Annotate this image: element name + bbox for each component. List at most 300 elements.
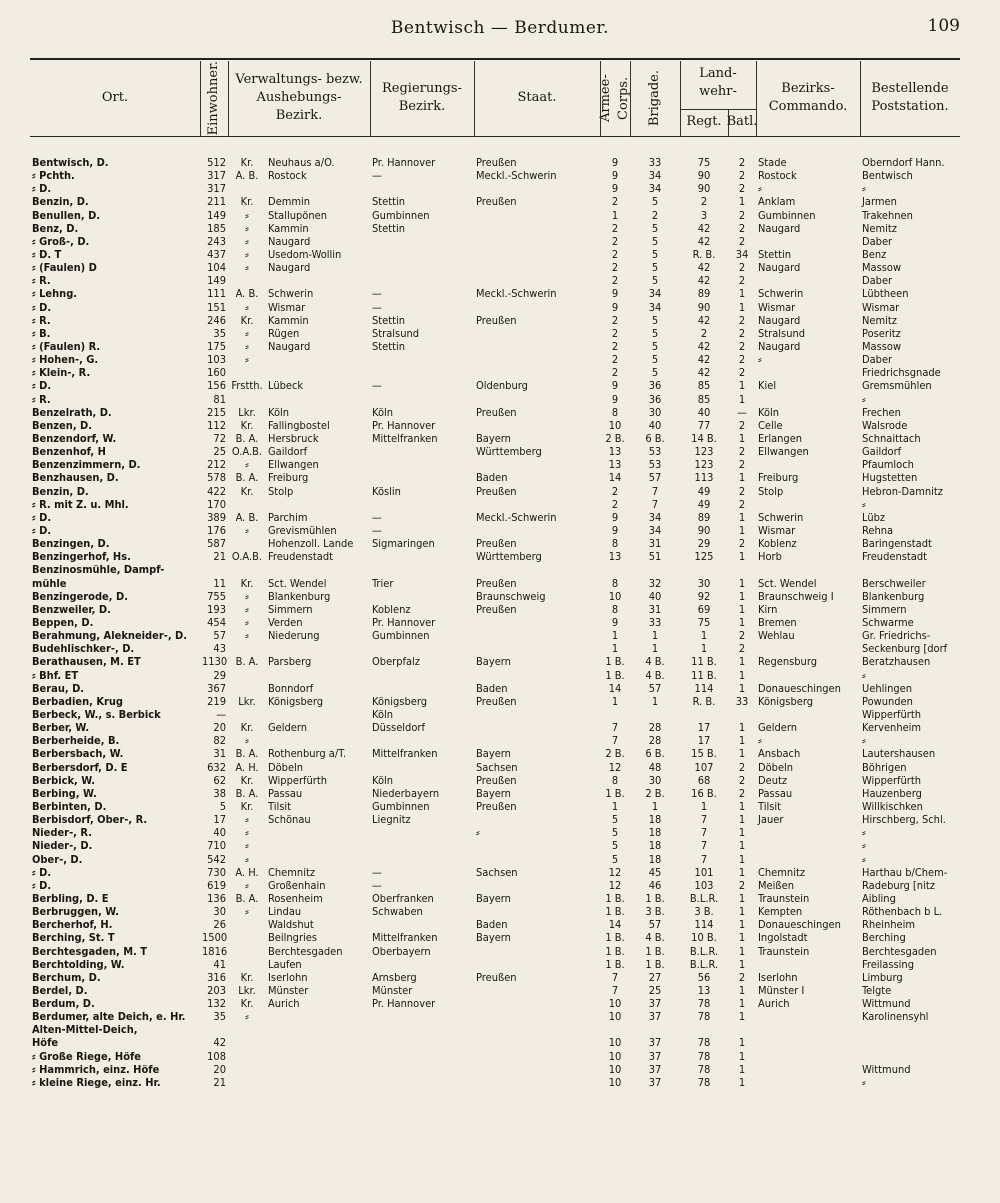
cell-batl: 1 [738, 826, 746, 840]
cell-regierung: Trier [372, 576, 394, 590]
cell-bezirks [756, 1036, 860, 1049]
cell-regierung [370, 734, 474, 747]
table-row [30, 695, 960, 708]
cell-staat [474, 1076, 600, 1089]
table-row [30, 432, 960, 445]
col-landwehr: Land- wehr- [699, 66, 737, 99]
table-row [30, 445, 960, 458]
cell-verwaltung [266, 668, 370, 681]
cell-einwohner: 35 [213, 1010, 226, 1024]
cell-regierung [370, 642, 474, 655]
cell-verwaltung-type [228, 537, 266, 550]
cell-regt: 69 [697, 602, 711, 616]
cell-regt: 2 [700, 195, 708, 209]
cell-regt: 90 [697, 300, 711, 314]
cell-verwaltung: Fallingbostel [268, 418, 330, 432]
cell-regierung [370, 261, 474, 274]
cell-armee: 9 [611, 510, 619, 524]
cell-verwaltung-type: B. A. [235, 891, 259, 905]
cell-regt: 123 [694, 445, 714, 459]
cell-post: ⸗ [862, 182, 866, 196]
table-row [30, 156, 960, 169]
cell-verwaltung: Kammin [268, 313, 309, 327]
cell-regierung: Mittelfranken [372, 931, 438, 945]
table-row [30, 826, 960, 839]
cell-ort: Berchtolding, W. [32, 957, 125, 971]
cell-einwohner: 211 [207, 195, 226, 209]
cell-staat [474, 1010, 600, 1023]
cell-batl: 2 [738, 313, 746, 327]
cell-armee: 5 [611, 826, 619, 840]
cell-bezirks: Braunschweig I [758, 589, 834, 603]
cell-batl: 2 [738, 760, 746, 774]
col-armee [600, 61, 630, 135]
cell-regt: 42 [697, 234, 711, 248]
cell-armee: 8 [611, 537, 619, 551]
cell-staat [474, 340, 600, 353]
cell-brigade: 57 [648, 918, 662, 932]
cell-brigade: 7 [651, 497, 659, 511]
cell-brigade: 48 [648, 760, 662, 774]
cell-staat [474, 393, 600, 406]
cell-brigade: 1 [651, 642, 659, 656]
cell-regt: 7 [700, 826, 708, 840]
cell-verwaltung-type [228, 944, 266, 957]
cell-batl: 1 [738, 602, 746, 616]
cell-batl: 2 [738, 340, 746, 354]
cell-regierung: Gumbinnen [372, 208, 430, 222]
cell-verwaltung-type: Kr. [240, 997, 254, 1011]
col-brigade-label: Brigade. [647, 69, 662, 127]
cell-verwaltung: Gaildorf [268, 445, 308, 459]
cell-brigade: 31 [648, 537, 662, 551]
cell-regierung [370, 918, 474, 931]
cell-einwohner: 176 [207, 524, 226, 537]
cell-brigade: 3 B. [645, 905, 665, 919]
table-row [30, 892, 960, 905]
cell-regierung [370, 1023, 474, 1036]
cell-bezirks: Horb [758, 550, 782, 564]
col-einwohner [200, 61, 228, 135]
cell-batl: 1 [738, 852, 746, 866]
cell-brigade [630, 708, 680, 721]
cell-verwaltung-type: Kr. [240, 799, 254, 813]
cell-ort: Beppen, D. [32, 615, 94, 629]
cell-regt: 42 [697, 221, 711, 235]
cell-einwohner: 316 [207, 970, 226, 984]
table-row [30, 301, 960, 314]
cell-post: Schwarme [862, 615, 914, 629]
cell-regt: 7 [700, 852, 708, 866]
cell-staat [474, 879, 600, 892]
cell-verwaltung: Waldshut [268, 918, 314, 932]
cell-verwaltung-type: ⸗ [245, 589, 249, 603]
cell-brigade [630, 563, 680, 576]
cell-verwaltung-type: ⸗ [245, 340, 249, 354]
cell-staat: Bayern [476, 891, 511, 905]
cell-bezirks: Stolp [758, 484, 784, 498]
cell-verwaltung: Großenhain [268, 878, 326, 892]
cell-bezirks [756, 235, 860, 248]
cell-verwaltung: Beilngries [268, 931, 318, 945]
table-row [30, 931, 960, 944]
cell-bezirks: Iserlohn [758, 970, 798, 984]
cell-batl: 1 [738, 615, 746, 629]
cell-staat [474, 1023, 600, 1036]
cell-staat [474, 616, 600, 629]
cell-ort: ⸗ Groß-, D. [32, 234, 90, 248]
cell-verwaltung-type: A. B. [235, 287, 259, 301]
cell-verwaltung-type [228, 563, 266, 576]
cell-regierung: Stettin [372, 195, 406, 209]
cell-post [860, 563, 960, 576]
cell-bezirks: Sct. Wendel [758, 576, 817, 590]
cell-einwohner: 367 [207, 681, 226, 695]
cell-armee: 1 [611, 642, 619, 656]
cell-regt: 1 [700, 799, 708, 813]
cell-brigade: 5 [651, 234, 659, 248]
cell-batl: 1 [738, 865, 746, 879]
cell-regierung [370, 1050, 474, 1063]
cell-verwaltung-type: ⸗ [245, 208, 249, 222]
cell-post: Hebron-Damnitz [862, 484, 943, 498]
cell-armee: 9 [611, 169, 619, 183]
cell-verwaltung-type: A. B. [235, 169, 259, 183]
cell-regierung: Stettin [372, 313, 406, 327]
col-regierung: Regierungs- Bezirk. [382, 81, 462, 114]
col-staat: Staat. [517, 90, 557, 105]
cell-verwaltung [266, 1010, 370, 1023]
cell-bezirks: Passau [758, 786, 793, 800]
cell-staat: Meckl.-Schwerin [476, 169, 557, 183]
cell-verwaltung: Niederung [268, 629, 320, 643]
cell-regierung: Stettin [372, 340, 406, 354]
cell-batl: 1 [738, 997, 746, 1011]
cell-bezirks: Kiel [758, 379, 777, 393]
cell-regt: 123 [694, 458, 714, 472]
cell-post: Freilassing [862, 957, 914, 971]
cell-bezirks: Jauer [758, 813, 784, 827]
cell-verwaltung [266, 1023, 370, 1036]
table-row [30, 629, 960, 642]
cell-armee: 9 [611, 615, 619, 629]
cell-verwaltung-type [228, 393, 266, 406]
cell-staat [474, 327, 600, 340]
cell-staat [474, 629, 600, 642]
cell-einwohner: 422 [207, 484, 226, 498]
cell-armee: 9 [611, 392, 619, 406]
cell-verwaltung-type: Kr. [240, 156, 254, 170]
cell-verwaltung: Parsberg [268, 655, 312, 669]
cell-verwaltung-type: ⸗ [245, 602, 249, 616]
cell-bezirks: ⸗ [758, 353, 762, 367]
cell-regierung: — [372, 865, 382, 879]
table-row [30, 905, 960, 918]
cell-bezirks [756, 274, 860, 287]
cell-bezirks [756, 1050, 860, 1063]
cell-brigade: 18 [648, 826, 662, 840]
cell-verwaltung: Lübeck [268, 379, 304, 393]
cell-brigade: 6 B. [645, 747, 665, 761]
cell-armee: 9 [611, 524, 619, 537]
cell-verwaltung: Blankenburg [268, 589, 331, 603]
cell-regierung [370, 668, 474, 681]
cell-einwohner: 151 [207, 300, 226, 314]
cell-einwohner: 29 [213, 668, 226, 682]
cell-ort: ⸗ D. [32, 510, 52, 524]
cell-bezirks: Traunstein [758, 891, 810, 905]
cell-regt: 40 [697, 405, 711, 419]
cell-regt: 78 [697, 1036, 711, 1050]
cell-armee: 1 B. [605, 905, 625, 919]
table-row [30, 222, 960, 235]
cell-bezirks [756, 826, 860, 839]
cell-bezirks [756, 708, 860, 721]
cell-ort: Alten-Mittel-Deich, [32, 1023, 138, 1037]
table-row [30, 340, 960, 353]
table-row [30, 393, 960, 406]
cell-bezirks: Gumbinnen [758, 208, 816, 222]
cell-regt [680, 563, 728, 576]
cell-armee: 1 B. [605, 655, 625, 669]
table-row [30, 918, 960, 931]
cell-staat: Baden [476, 681, 508, 695]
header-divider [756, 61, 757, 137]
cell-verwaltung-type: Kr. [240, 313, 254, 327]
cell-verwaltung-type: B. A. [235, 655, 259, 669]
col-verwaltung: Verwaltungs- bezw. Aushebungs- Bezirk. [235, 72, 363, 123]
cell-ort: Berchtesgaden, M. T [32, 944, 148, 958]
cell-brigade: 2 [651, 208, 659, 222]
cell-verwaltung-type: ⸗ [245, 261, 249, 275]
cell-ort: Berbisdorf, Ober-, R. [32, 813, 148, 827]
cell-batl: 2 [738, 629, 746, 643]
cell-staat [474, 984, 600, 997]
cell-einwohner: 160 [207, 366, 226, 380]
cell-einwohner: 1130 [202, 655, 228, 669]
cell-regt: R. B. [692, 248, 716, 262]
cell-batl: 2 [738, 484, 746, 498]
cell-einwohner: 108 [207, 1049, 226, 1063]
cell-ort: ⸗ R. [32, 313, 51, 327]
cell-verwaltung-type: A. B. [235, 510, 259, 524]
cell-staat [474, 734, 600, 747]
cell-verwaltung: Geldern [268, 721, 308, 735]
cell-verwaltung: Rügen [268, 326, 300, 340]
cell-regierung [370, 550, 474, 563]
cell-regierung: Sigmaringen [372, 537, 435, 551]
cell-regierung: Stralsund [372, 326, 420, 340]
cell-batl: 1 [738, 1036, 746, 1050]
cell-armee: 10 [608, 1010, 622, 1024]
cell-armee: 7 [611, 734, 619, 748]
cell-batl: 2 [738, 326, 746, 340]
table-row [30, 182, 960, 195]
cell-verwaltung-type: B. A. [235, 471, 259, 485]
cell-armee: 12 [608, 760, 622, 774]
cell-verwaltung [266, 1050, 370, 1063]
cell-bezirks: Chemnitz [758, 865, 806, 879]
cell-post: Oberndorf Hann. [862, 156, 945, 170]
cell-post: Radeburg [nitz [862, 878, 935, 892]
cell-einwohner: 57 [213, 629, 226, 643]
cell-batl: 1 [738, 1010, 746, 1024]
cell-verwaltung [266, 563, 370, 576]
cell-bezirks: ⸗ [758, 182, 762, 196]
cell-staat [474, 839, 600, 852]
table-row [30, 839, 960, 852]
table-row [30, 997, 960, 1010]
cell-regierung: Düsseldorf [372, 721, 425, 735]
cell-regierung: Stettin [372, 221, 406, 235]
cell-bezirks [756, 839, 860, 852]
cell-brigade: 33 [648, 156, 662, 170]
cell-armee: 7 [611, 721, 619, 735]
cell-batl: 2 [738, 458, 746, 472]
cell-ort: Bercherhof, H. [32, 918, 113, 932]
cell-post: Daber [862, 353, 893, 367]
cell-bezirks: Naugard [758, 261, 801, 275]
cell-ort: Berdumer, alte Deich, e. Hr. [32, 1010, 186, 1024]
cell-post: Massow [862, 261, 902, 275]
cell-regierung [370, 366, 474, 379]
cell-batl: 2 [738, 537, 746, 551]
cell-regt [680, 1023, 728, 1036]
cell-post: Berchtesgaden [862, 944, 937, 958]
cell-staat [474, 997, 600, 1010]
cell-verwaltung-type: ⸗ [245, 839, 249, 853]
cell-staat: Preußen [476, 970, 517, 984]
cell-einwohner: 62 [213, 773, 226, 787]
cell-armee: 7 [611, 970, 619, 984]
cell-ort: Nieder-, D. [32, 839, 93, 853]
cell-batl: 2 [738, 182, 746, 196]
cell-regierung [370, 1076, 474, 1089]
cell-regt: 90 [697, 169, 711, 183]
cell-staat [474, 222, 600, 235]
cell-staat: Preußen [476, 484, 517, 498]
cell-staat [474, 813, 600, 826]
cell-verwaltung: Aurich [268, 997, 300, 1011]
cell-ort: Berathausen, M. ET [32, 655, 141, 669]
cell-regierung [370, 682, 474, 695]
cell-verwaltung [266, 366, 370, 379]
cell-verwaltung-type: ⸗ [245, 248, 249, 262]
cell-bezirks: Wismar [758, 524, 796, 537]
cell-brigade: 34 [648, 287, 662, 301]
cell-post: Baringenstadt [862, 537, 932, 551]
cell-armee: 12 [608, 865, 622, 879]
cell-bezirks [756, 1023, 860, 1036]
cell-brigade: 4 B. [645, 931, 665, 945]
cell-regierung: Pr. Hannover [372, 418, 436, 432]
table-row [30, 511, 960, 524]
table-row [30, 485, 960, 498]
cell-batl: 2 [738, 208, 746, 222]
cell-ort: ⸗ D. T [32, 248, 62, 262]
table-row [30, 537, 960, 550]
cell-verwaltung: Tilsit [268, 799, 291, 813]
cell-regt: 56 [697, 970, 711, 984]
cell-verwaltung: Iserlohn [268, 970, 308, 984]
gazetteer-table [30, 156, 960, 1089]
cell-verwaltung-type: ⸗ [245, 629, 249, 643]
cell-verwaltung-type: ⸗ [245, 826, 249, 840]
cell-ort: ⸗ Bhf. ET [32, 668, 79, 682]
cell-staat [474, 419, 600, 432]
cell-staat: Preußen [476, 694, 517, 708]
cell-regt: 42 [697, 274, 711, 288]
cell-regt: 78 [697, 1049, 711, 1063]
cell-post: Röthenbach b L. [862, 905, 943, 919]
cell-armee: 14 [608, 471, 622, 485]
cell-ort: Berber, W. [32, 721, 90, 735]
cell-einwohner: 542 [207, 852, 226, 866]
cell-bezirks: Donaueschingen [758, 918, 841, 932]
cell-verwaltung-type: ⸗ [245, 905, 249, 919]
running-title: Bentwisch — Berdumer. [390, 18, 610, 38]
cell-verwaltung-type: Lkr. [238, 405, 256, 419]
cell-brigade: 40 [648, 418, 662, 432]
table-row [30, 366, 960, 379]
cell-brigade: 37 [648, 1036, 662, 1050]
cell-post: Daber [862, 234, 893, 248]
cell-bezirks [756, 563, 860, 576]
cell-armee: 1 B. [605, 668, 625, 682]
table-row [30, 971, 960, 984]
cell-verwaltung: Sct. Wendel [268, 576, 327, 590]
cell-verwaltung-type: ⸗ [245, 615, 249, 629]
cell-batl: 1 [738, 747, 746, 761]
cell-regt: 1 [700, 629, 708, 643]
cell-bezirks: Koblenz [758, 537, 797, 551]
cell-brigade: 27 [648, 970, 662, 984]
cell-brigade: 5 [651, 340, 659, 354]
cell-bezirks [756, 366, 860, 379]
cell-verwaltung: Rostock [268, 169, 307, 183]
cell-ort: ⸗ R. [32, 392, 51, 406]
cell-verwaltung: Chemnitz [268, 865, 316, 879]
cell-batl: 1 [738, 905, 746, 919]
cell-ort: Benzhausen, D. [32, 471, 119, 485]
cell-armee: 2 [611, 195, 619, 209]
cell-staat: Preußen [476, 156, 517, 170]
cell-brigade: 5 [651, 261, 659, 275]
cell-einwohner: 149 [207, 208, 226, 222]
cell-armee: 1 B. [605, 786, 625, 800]
cell-post: Rheinheim [862, 918, 916, 932]
cell-verwaltung: Kammin [268, 221, 309, 235]
cell-ort: Berbick, W. [32, 773, 96, 787]
cell-staat: Bayern [476, 432, 511, 446]
table-row [30, 169, 960, 182]
header-divider [474, 61, 475, 137]
cell-brigade [630, 1023, 680, 1036]
cell-verwaltung-type: ⸗ [245, 1010, 249, 1024]
cell-armee: 9 [611, 156, 619, 170]
cell-brigade: 45 [648, 865, 662, 879]
landwehr-subrule [680, 109, 756, 110]
cell-regierung: Oberpfalz [372, 655, 421, 669]
cell-verwaltung-type: ⸗ [245, 734, 249, 748]
cell-einwohner: 243 [207, 234, 226, 248]
cell-einwohner: 40 [213, 826, 226, 840]
cell-batl [728, 708, 756, 721]
table-row [30, 655, 960, 668]
cell-armee: 2 [611, 484, 619, 498]
cell-staat [474, 301, 600, 314]
cell-verwaltung [266, 708, 370, 721]
